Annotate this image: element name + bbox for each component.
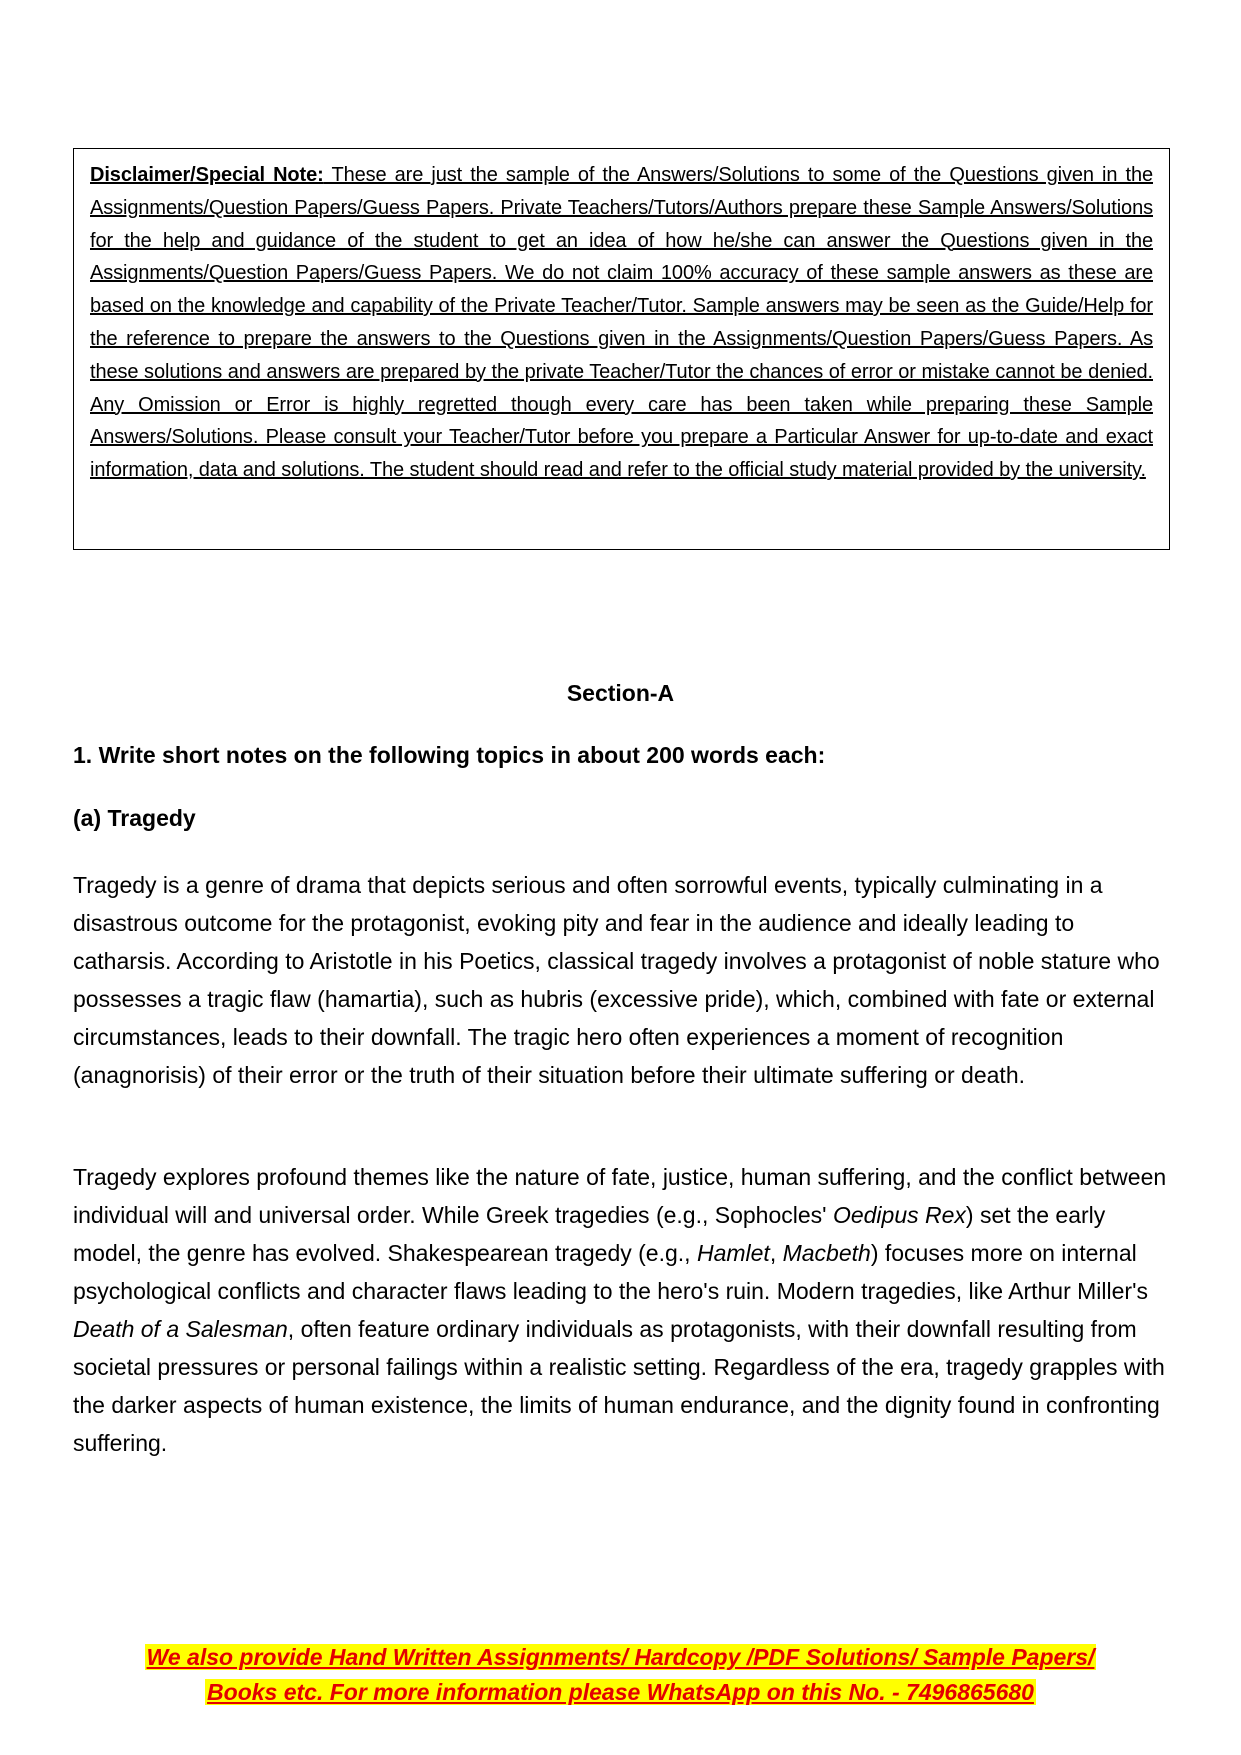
disclaimer-paragraph xyxy=(90,159,1153,487)
paragraph-text: , often feature ordinary individuals as protagonists, with their downfall resulting from societal pressures or personal failings within a realistic setting. Regardless of the era, tragedy grapples with the darker aspects of human existence, the limits of human endurance, and the dignity found in confronting suffering. xyxy=(73,1316,1165,1456)
work-title: Macbeth xyxy=(782,1240,871,1266)
work-title: Hamlet xyxy=(696,1240,770,1266)
paragraph-text: ) focuses more on internal psychological conflicts and character flaws leading to the hero's ruin. Modern tragedies, like Arthur Miller's xyxy=(73,1240,1148,1304)
paragraph-text: ) set the early model, the genre has evolved. Shakespearean tragedy (e.g., xyxy=(73,1202,1106,1266)
disclaimer-body: These are just the sample of the Answers/Solutions to some of the Questions given in the Assignments/Question Papers/Guess Papers. Private Teachers/Tutors/Authors prepare these Sample Answers/Solutions for the help and guidance of the student to get an idea of how he/she can answer the Questions given in the Assignments/Question Papers/Guess Papers. We do not claim 100% accuracy of these sample answers as these are based on the knowledge and capability of the Private Teacher/Tutor. Sample answers may be seen as the Guide/Help for the reference to prepare the answers to the Questions given in the Assignments/Question Papers/Guess Papers. As these solutions and answers are prepared by the private Teacher/Tutor the chances of error or mistake cannot be denied. Any Omission or Error is highly regretted though every care has been taken while preparing these Sample Answers/Solutions. Please consult your Teacher/Tutor before you prepare a Particular Answer for up-to-date and exact information, data and solutions. The student should read and refer to the official study material provided by the university. xyxy=(90,164,1153,482)
body-paragraph-2 xyxy=(73,1158,1173,1462)
section-title: Section-A xyxy=(566,680,675,706)
body-paragraph-1: Tragedy is a genre of drama that depicts serious and often sorrowful events, typically culminating in a disastrous outcome for the protagonist, evoking pity and fear in the audience and ideally leading to catharsis. According to Aristotle in his Poetics, classical tragedy involves a protagonist of noble stature who possesses a tragic flaw (hamartia), such as hubris (excessive pride), which, combined with fate or external circumstances, leads to their downfall. The tragic hero often experiences a moment of recognition (anagnorisis) of their error or the truth of their situation before their ultimate suffering or death. xyxy=(73,872,1160,1088)
disclaimer-label: Disclaimer/Special Note: xyxy=(90,164,324,186)
work-title: Oedipus Rex xyxy=(832,1202,966,1228)
paragraph-text: Tragedy explores profound themes like the nature of fate, justice, human suffering, and the conflict between individual will and universal order. While Greek tragedies (e.g., Sophocles' xyxy=(73,1164,1167,1228)
topic-subheading: (a) Tragedy xyxy=(73,805,196,831)
footer-promo xyxy=(0,1640,1241,1710)
disclaimer-box xyxy=(73,148,1170,550)
question-heading: 1. Write short notes on the following topics in about 200 words each: xyxy=(73,742,826,768)
footer-line-1: We also provide Hand Written Assignments/ Hardcopy /PDF Solutions/ Sample Papers/ xyxy=(146,1644,1095,1670)
work-title: Death of a Salesman xyxy=(73,1316,288,1342)
footer-line-2: Books etc. For more information please WhatsApp on this No. - 7496865680 xyxy=(207,1679,1034,1705)
paragraph-text: , xyxy=(769,1240,783,1266)
